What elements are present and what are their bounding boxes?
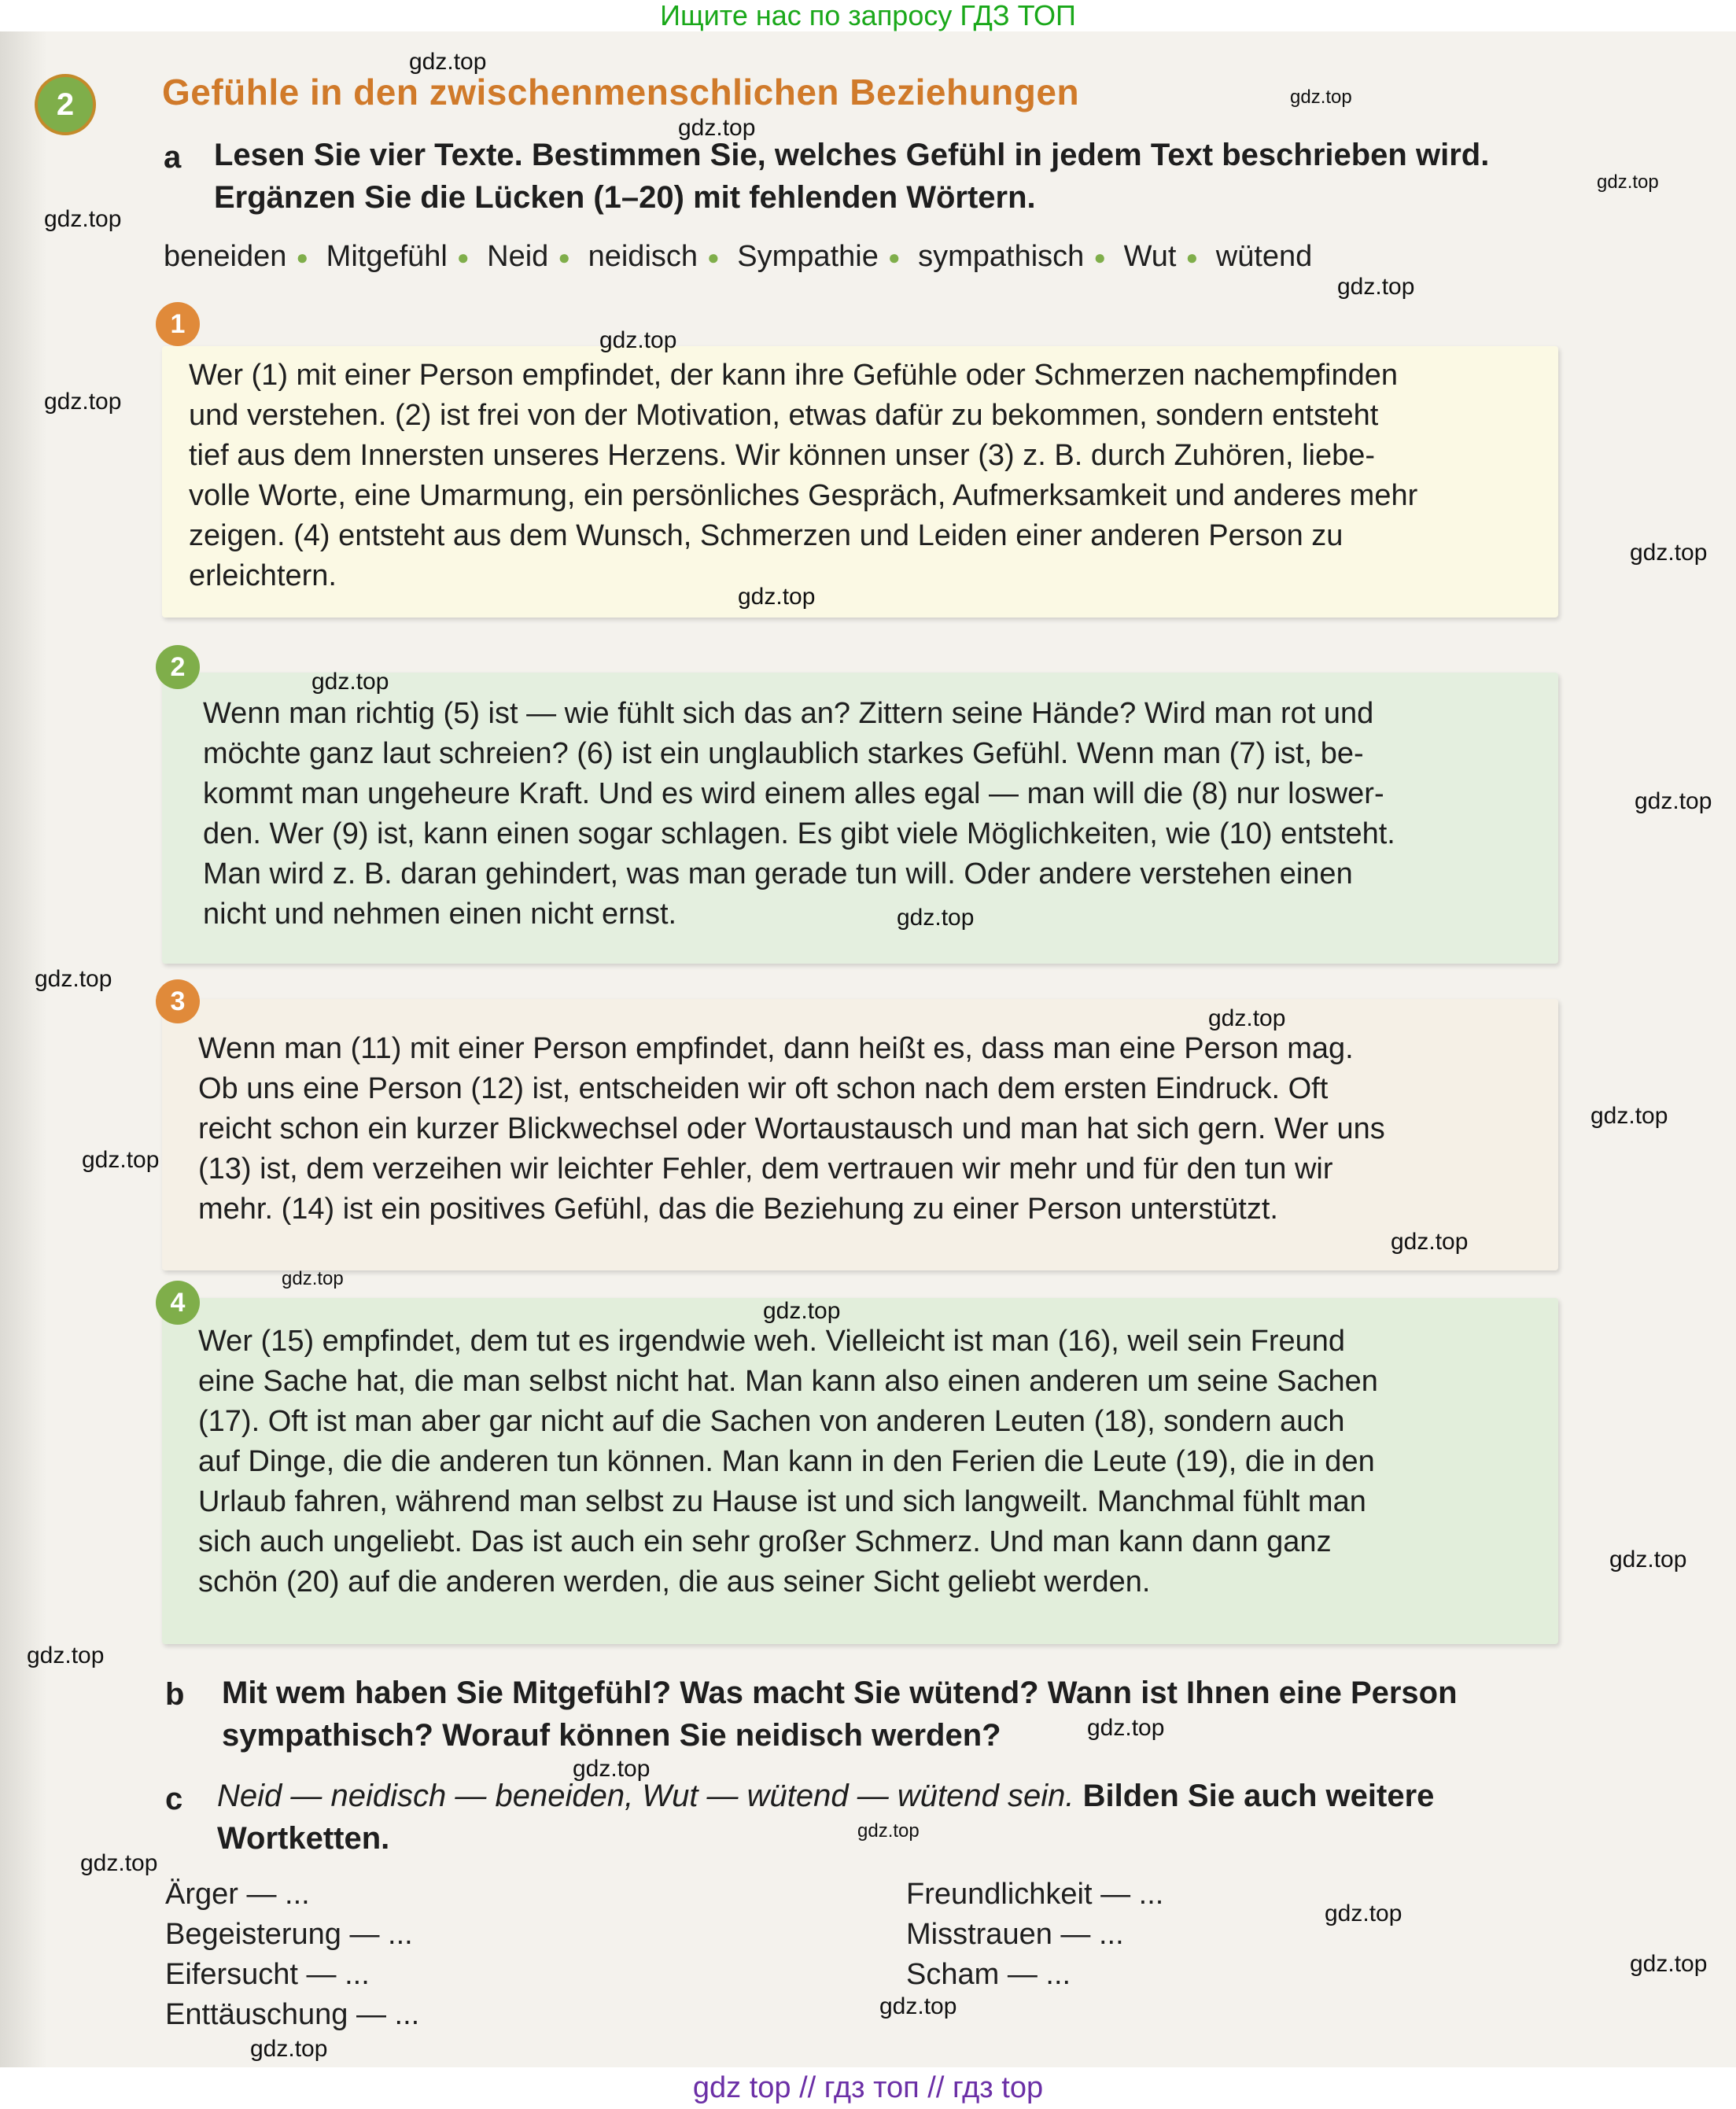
bullet-icon: ● (456, 245, 470, 270)
watermark-text: gdz.top (1087, 1715, 1165, 1741)
text-line: eine Sache hat, die man selbst nicht hat. Man kann also einen anderen um seine Sachen (198, 1365, 1378, 1398)
word-bank-item: Mitgefühl (326, 240, 448, 273)
top-banner[interactable]: Ищите нас по запросу ГДЗ ТОП (0, 0, 1736, 31)
text-line: tief aus dem Innersten unseres Herzens. Wir können unser (3) z. B. durch Zuhören, liebe- (189, 439, 1376, 472)
text-line: mehr. (14) ist ein positives Gefühl, das die Beziehung zu einer Person unterstützt. (198, 1193, 1278, 1226)
text-3-paragraph (198, 1029, 1528, 1230)
text-2-paragraph (203, 694, 1528, 935)
watermark-text: gdz.top (738, 584, 816, 610)
bullet-icon: ● (707, 245, 720, 270)
watermark-text: gdz.top (311, 669, 389, 695)
bullet-icon: ● (1093, 245, 1107, 270)
task-b-letter: b (165, 1677, 185, 1712)
watermark-text: gdz.top (879, 1993, 957, 2019)
word-bank-item: wütend (1215, 240, 1313, 273)
watermark-text: gdz.top (27, 1643, 105, 1668)
text-number-badge-4: 4 (156, 1281, 200, 1325)
text-line: Wer (15) empfindet, dem tut es irgendwie weh. Vielleicht ist man (16), weil sein Freund (198, 1325, 1346, 1358)
chain-item: Misstrauen — ... (906, 1918, 1124, 1951)
chain-item: Scham — ... (906, 1958, 1071, 1991)
text-line: sich auch ungeliebt. Das ist auch ein sehr großer Schmerz. Und man kann dann ganz (198, 1525, 1332, 1558)
text-line: reicht schon ein kurzer Blickwechsel oder Wortaustausch und man hat sich gern. Wer uns (198, 1112, 1385, 1145)
watermark-text: gdz.top (44, 389, 122, 415)
chain-item: Begeisterung — ... (165, 1918, 413, 1951)
watermark-text: gdz.top (82, 1147, 160, 1173)
text-line: Wenn man richtig (5) ist — wie fühlt sich das an? Zittern seine Hände? Wird man rot und (203, 697, 1374, 730)
task-b-line-1: Mit wem haben Sie Mitgefühl? Was macht Sie wütend? Wann ist Ihnen eine Person (222, 1676, 1458, 1710)
chain-item: Eifersucht — ... (165, 1958, 370, 1991)
text-line: (17). Oft ist man aber gar nicht auf die Sachen von anderen Leuten (18), sondern auch (198, 1405, 1345, 1438)
task-c-letter: c (165, 1782, 183, 1816)
watermark-text: gdz.top (1208, 1005, 1286, 1031)
text-line: (13) ist, dem verzeihen wir leichter Fehler, dem vertrauen wir mehr und für den tun wir (198, 1152, 1333, 1185)
watermark-text: gdz.top (573, 1756, 651, 1782)
watermark-text: gdz.top (1630, 1951, 1708, 1977)
watermark-text: gdz.top (1391, 1229, 1469, 1255)
text-line: volle Worte, eine Umarmung, ein persönliches Gespräch, Aufmerksamkeit und anderes mehr (189, 479, 1418, 512)
watermark-text: gdz.top (599, 327, 677, 353)
task-a-letter: a (164, 140, 182, 175)
task-c-example-chain: Neid — neidisch — beneiden, Wut — wütend — wütend sein. (217, 1779, 1074, 1813)
text-number-badge-2: 2 (156, 645, 200, 689)
task-c-line-2: Wortketten. (217, 1821, 390, 1856)
watermark-text: gdz.top (1635, 788, 1712, 814)
task-a-instruction (214, 134, 1693, 219)
word-bank-item: Sympathie (737, 240, 879, 273)
watermark-text: gdz.top (1590, 1103, 1668, 1129)
watermark-text: gdz.top (1325, 1901, 1402, 1926)
bottom-banner[interactable]: gdz top // гдз топ // гдз top (0, 2067, 1736, 2109)
word-bank (164, 240, 1312, 274)
chain-item: Enttäuschung — ... (165, 1998, 420, 2031)
text-number-badge-1: 1 (156, 302, 200, 346)
chain-item: Freundlichkeit — ... (906, 1878, 1164, 1911)
bullet-icon: ● (1185, 245, 1199, 270)
watermark-text: gdz.top (80, 1850, 158, 1876)
text-line: und verstehen. (2) ist frei von der Motivation, etwas dafür zu bekommen, sondern entsteht (189, 399, 1379, 432)
text-line: möchte ganz laut schreien? (6) ist ein unglaublich starkes Gefühl. Wenn man (7) ist, be- (203, 737, 1364, 770)
exercise-title: Gefühle in den zwischenmenschlichen Beziehungen (162, 72, 1080, 112)
watermark-text: gdz.top (44, 206, 122, 232)
page-edge-shadow (0, 31, 47, 2067)
word-bank-item: sympathisch (918, 240, 1085, 273)
task-a-line-2: Ergänzen Sie die Lücken (1–20) mit fehlenden Wörtern. (214, 180, 1036, 215)
watermark-text: gdz.top (1337, 274, 1415, 300)
chain-list-left (165, 1875, 419, 2035)
text-number-badge-3: 3 (156, 979, 200, 1023)
watermark-text: gdz.top (1609, 1547, 1687, 1573)
watermark-text: gdz.top (35, 966, 112, 992)
text-line: Ob uns eine Person (12) ist, entscheiden wir oft schon nach dem ersten Eindruck. Oft (198, 1072, 1329, 1105)
text-line: Man wird z. B. daran gehindert, was man gerade tun will. Oder andere verstehen einen (203, 857, 1353, 890)
task-c-bold-text: Bilden Sie auch weitere (1082, 1779, 1435, 1813)
watermark-text: gdz.top (409, 49, 487, 75)
watermark-text: gdz.top (282, 1268, 344, 1289)
watermark-text: gdz.top (1290, 87, 1352, 108)
exercise-number-badge: 2 (35, 74, 96, 135)
text-line: schön (20) auf die anderen werden, die aus seiner Sicht geliebt werden. (198, 1565, 1151, 1598)
watermark-text: gdz.top (1597, 171, 1659, 193)
watermark-text: gdz.top (763, 1298, 841, 1324)
word-bank-item: Neid (487, 240, 549, 273)
text-4-paragraph (198, 1322, 1528, 1602)
bullet-icon: ● (558, 245, 571, 270)
word-bank-item: beneiden (164, 240, 287, 273)
word-bank-item: neidisch (588, 240, 698, 273)
watermark-text: gdz.top (857, 1820, 920, 1842)
watermark-text: gdz.top (250, 2036, 328, 2062)
bullet-icon: ● (887, 245, 901, 270)
task-a-line-1: Lesen Sie vier Texte. Bestimmen Sie, welches Gefühl in jedem Text beschrieben wird. (214, 138, 1490, 172)
text-line: Wenn man (11) mit einer Person empfindet, dann heißt es, dass man eine Person mag. (198, 1032, 1354, 1065)
text-line: auf Dinge, die die anderen tun können. Man kann in den Ferien die Leute (19), die in den (198, 1445, 1375, 1478)
bullet-icon: ● (296, 245, 309, 270)
watermark-text: gdz.top (678, 115, 756, 141)
text-line: den. Wer (9) ist, kann einen sogar schlagen. Es gibt viele Möglichkeiten, wie (10) entsteht. (203, 817, 1395, 850)
word-bank-item: Wut (1123, 240, 1177, 273)
text-line: Wer (1) mit einer Person empfindet, der kann ihre Gefühle oder Schmerzen nachempfinden (189, 359, 1398, 392)
task-c-instruction (217, 1775, 1664, 1860)
task-c-line-1 (217, 1775, 1664, 1817)
chain-item: Ärger — ... (165, 1878, 310, 1911)
chain-list-right (906, 1875, 1163, 1995)
watermark-text: gdz.top (897, 905, 975, 931)
text-line: zeigen. (4) entsteht aus dem Wunsch, Schmerzen und Leiden einer anderen Person zu (189, 519, 1343, 552)
text-line: nicht und nehmen einen nicht ernst. (203, 898, 677, 931)
text-line: Urlaub fahren, während man selbst zu Hause ist und sich langweilt. Manchmal fühlt man (198, 1485, 1366, 1518)
watermark-text: gdz.top (1630, 540, 1708, 566)
text-1-paragraph (189, 356, 1526, 596)
task-b-instruction (222, 1672, 1622, 1757)
text-line: erleichtern. (189, 559, 337, 592)
task-b-line-2: sympathisch? Worauf können Sie neidisch werden? (222, 1718, 1001, 1753)
text-line: kommt man ungeheure Kraft. Und es wird einem alles egal — man will die (8) nur loswer- (203, 777, 1384, 810)
